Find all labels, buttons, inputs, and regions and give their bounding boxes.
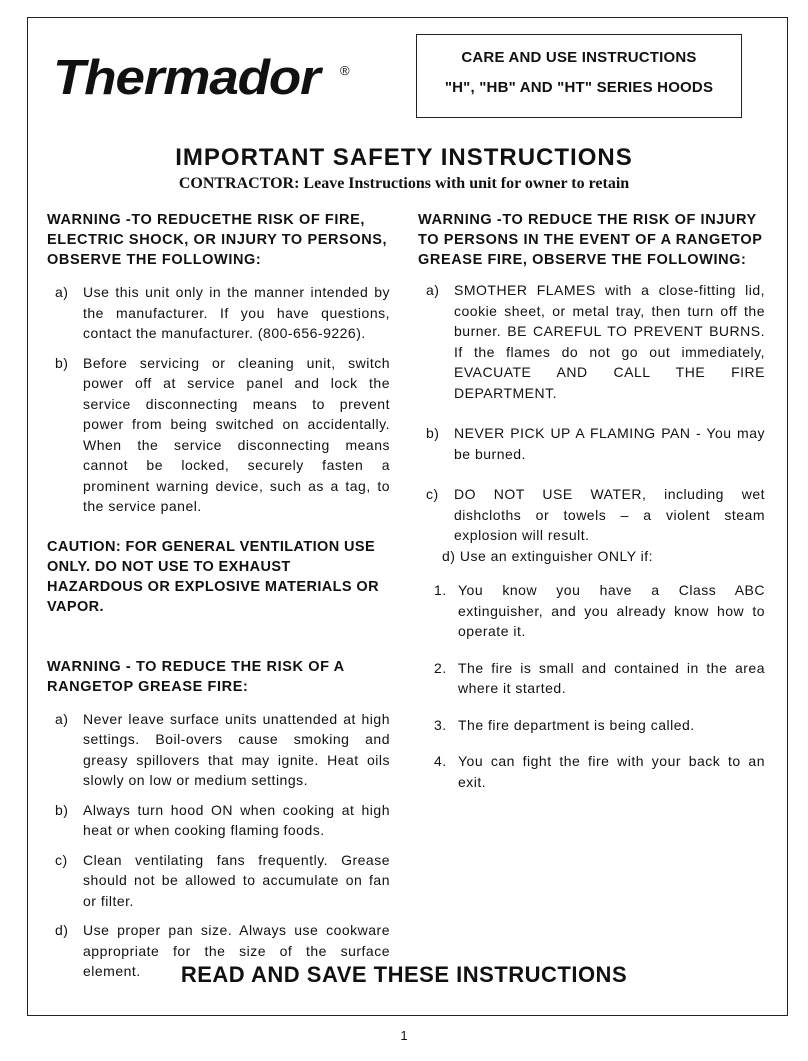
item-label: d) [55,922,69,938]
item-number: 1. [434,582,447,598]
item-text: Use this unit only in the manner intended by the manufacturer. If you have questions, contact the manufacturer. (800-656-9226). [83,284,390,341]
item-text: NEVER PICK UP A FLAMING PAN - You may be burned. [454,425,765,462]
page-number: 1 [400,1028,408,1043]
item-label: a) [55,284,69,300]
caution-notice: CAUTION: FOR GENERAL VENTILATION USE ONLY. DO NOT USE TO EXHAUST HAZARDOUS OR EXPLOSIVE MATERIALS OR VAPOR. [47,538,379,615]
registered-mark: ® [340,63,350,78]
item-text: Never leave surface units unattended at high settings. Boil-overs cause smoking and greasy spillovers that may ignite. Heat oils slowly on low or medium settings. [83,710,390,788]
document-info-box [416,34,742,118]
item-text: DO NOT USE WATER, including wet dishcloths or towels – a violent steam explosion will result. [454,486,765,543]
item-d-text: d) Use an extinguisher ONLY if: [442,547,654,564]
item-label: b) [426,425,440,441]
item-text: SMOTHER FLAMES with a close-fitting lid, cookie sheet, or metal tray, then turn off the burner. BE CAREFUL TO PREVENT BURNS. If the flames do not go out immediately, EVACUATE AND CALL THE FIRE DEPARTMENT. [454,282,765,401]
page-title: IMPORTANT SAFETY INSTRUCTIONS [175,144,633,171]
footer-instruction: READ AND SAVE THESE INSTRUCTIONS [180,962,628,987]
item-number: 4. [434,753,447,769]
list-item [47,850,390,912]
item-text: You can fight the fire with your back to an exit. [458,753,765,790]
item-text: The fire department is being called. [458,716,695,733]
numbered-item [418,715,765,736]
warning-heading-injury: WARNING -TO REDUCE THE RISK OF INJURY TO PERSONS IN THE EVENT OF A RANGETOP GREASE FIRE, OBSERVE THE FOLLOWING: [418,212,763,268]
item-text: Use proper pan size. Always use cookware appropriate for the size of the surface element. [83,922,390,979]
thermador-logo: Thermador [53,51,320,105]
item-label: c) [55,851,68,868]
list-item [47,709,390,791]
info-line-1: CARE AND USE INSTRUCTIONS [461,49,697,66]
list-item [418,280,765,403]
item-label: a) [55,710,69,727]
numbered-item [418,751,765,792]
item-text: You know you have a Class ABC extinguisher, and you already know how to operate it. [458,582,765,639]
item-number: 3. [434,716,447,733]
info-line-2: "H", "HB" AND "HT" SERIES HOODS [444,79,714,96]
right-column [418,210,765,792]
item-text: Clean ventilating fans frequently. Grease should not be allowed to accumulate on fan or filter. [83,851,390,909]
item-label: b) [55,801,69,818]
list-item [47,800,390,841]
list-item [418,484,765,546]
item-text: Always turn hood ON when cooking at high heat or when cooking flaming foods. [83,801,390,838]
item-number: 2. [434,659,447,676]
item-label: c) [426,486,439,502]
page-subtitle: CONTRACTOR: Leave Instructions with unit for owner to retain [178,175,630,192]
warning-heading-fire: WARNING -TO REDUCETHE RISK OF FIRE, ELECTRIC SHOCK, OR INJURY TO PERSONS, OBSERVE THE FOLLOWING: [47,212,388,268]
item-text: The fire is small and contained in the area where it started. [458,659,765,696]
numbered-item [418,580,765,642]
list-item [47,353,390,517]
item-label: a) [426,282,440,298]
numbered-item [418,658,765,699]
item-text: Before servicing or cleaning unit, switch power off at service panel and lock the service disconnecting means to prevent power from being switched on accidentally. When the service disconnecting means cannot be locked, securely fasten a prominent warning device, such as a tag, to the service panel. [83,354,390,514]
warning-heading-grease: WARNING - TO REDUCE THE RISK OF A RANGETOP GREASE FIRE: [47,658,345,695]
list-item [47,282,390,344]
left-column [47,210,390,982]
item-label: b) [55,354,69,371]
list-item [418,423,765,464]
